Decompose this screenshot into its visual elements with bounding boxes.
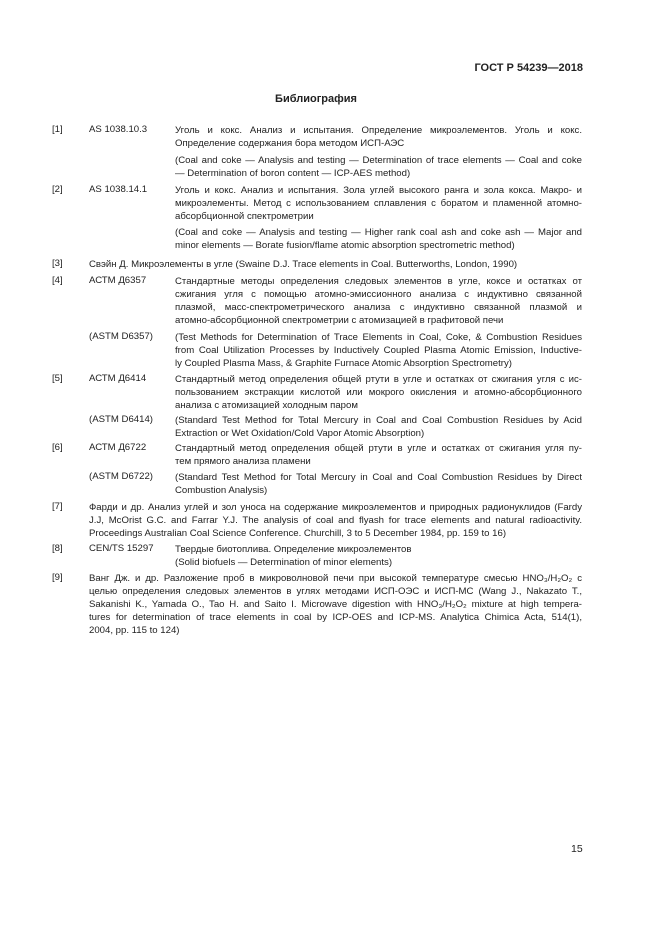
text-line: Ванг Дж. и др. Разложение проб в микроволновой печи при высокой температуре смесью HNO₃/H₂O₂ с	[89, 573, 582, 584]
entry-number: [4]	[52, 275, 63, 286]
entry-title-ru	[175, 184, 582, 223]
text-line: Sakanishi K., Yamada O., Tao H. and Saito I. Microwave digestion with HNO₃/H₂O₂ mixture at high tempera-	[89, 599, 582, 610]
entry-code: AS 1038.14.1	[89, 184, 148, 195]
entry-code-en: (ASTM D6357)	[89, 331, 153, 342]
text-line: пользованием экстракции кислотой или мокрого окисления и атомно-абсорбционного	[175, 387, 582, 398]
text-line: сжигания угля с помощью атомно-эмиссионного анализа с индуктивно связанной	[175, 289, 582, 300]
text-line: анализа с атомизацией холодным паром	[175, 400, 358, 411]
text-line: (Coal and coke — Analysis and testing — Higher rank coal ash and coke ash — Major and	[175, 227, 582, 238]
entry-title-ru	[175, 442, 582, 468]
entry-code: АСТМ Д6357	[89, 275, 147, 286]
text-line: атомно-абсорбционной спектрометрии с атомизацией в графитовой печи	[175, 315, 504, 326]
entry-text	[89, 258, 582, 271]
text-line: (Solid biofuels — Determination of minor elements)	[175, 557, 393, 568]
text-line: minor elements — Borate fusion/flame atomic absorption spectrometric method)	[175, 240, 515, 251]
entry-title	[175, 543, 582, 569]
entry-number: [2]	[52, 184, 63, 195]
entry-title-ru	[175, 124, 582, 150]
text-line: Уголь и кокс. Анализ и испытания. Зола углей высокого ранга и зола кокса. Макро- и	[175, 185, 582, 196]
entry-number: [8]	[52, 543, 63, 554]
entry-code: АСТМ Д6722	[89, 442, 147, 453]
entry-text	[89, 572, 582, 637]
entry-number: [6]	[52, 442, 63, 453]
text-line: Определение содержания бора методом ИСП-АЭС	[175, 138, 405, 149]
text-line: Твердые биотоплива. Определение микроэлементов	[175, 544, 412, 555]
text-line: Свэйн Д. Микроэлементы в угле (Swaine D.J. Trace elements in Coal. Butterworths, London, 1990)	[89, 259, 518, 270]
text-line: микроэлементы. Метод с использованием сплавления с боратом и пламенной атомно-	[175, 198, 582, 209]
text-line: Стандартный метод определения общей ртути в угле и остатках от сжигания угля с ис-	[175, 374, 582, 385]
text-line: целью определения следовых элементов в углях методами ИСП-ОЭС и ИСП-МС (Wang J., Nakazato T.,	[89, 586, 582, 597]
text-line: ly Coupled Plasma Mass, & Graphite Furnace Atomic Absorption Spectrometry)	[175, 358, 512, 369]
page-number: 15	[571, 843, 583, 855]
entry-title-en	[175, 414, 582, 440]
text-line: Proceedings Australian Coal Science Conference. Churchill, 3 to 5 December 1984, pp. 159 to 16)	[89, 528, 507, 539]
text-line: Стандартный метод определения общей ртути в угле и остатках от сжигания угля пу-	[175, 443, 582, 454]
text-line: Фарди и др. Анализ углей и зол уноса на содержание микроэлементов и природных радионуклидов (Fardy	[89, 502, 582, 513]
entry-code-en: (ASTM D6414)	[89, 414, 153, 425]
entry-code: AS 1038.10.3	[89, 124, 148, 135]
entry-title-en	[175, 331, 582, 370]
text-line: тем прямого анализа пламени	[175, 456, 311, 467]
entry-title-en	[175, 154, 582, 180]
entry-title-en	[175, 471, 582, 497]
entry-number: [5]	[52, 373, 63, 384]
text-line: Extraction or Wet Oxidation/Cold Vapor Atomic Absorption)	[175, 428, 425, 439]
text-line: (Test Methods for Determination of Trace Elements in Coal, Coke, & Combustion Residues	[175, 332, 582, 343]
text-line: (Standard Test Method for Total Mercury in Coal and Coal Combustion Residues by Direct	[175, 472, 582, 483]
text-line: (Coal and coke — Analysis and testing — Determination of trace elements — Coal and coke	[175, 155, 582, 166]
text-line: (Standard Test Method for Total Mercury in Coal and Coal Combustion Residues by Acid	[175, 415, 582, 426]
entry-number: [3]	[52, 258, 63, 269]
entry-code-en: (ASTM D6722)	[89, 471, 153, 482]
entry-number: [9]	[52, 572, 63, 583]
page-title: Библиография	[275, 93, 357, 105]
text-line: tures for determination of trace elements in coal by ICP-OES and ICP-MS. Analytica Chimica Acta, 514(1),	[89, 612, 582, 623]
text-line: from Coal Utilization Processes by Inductively Coupled Plasma Atomic Emission, Inductive-	[175, 345, 582, 356]
text-line: Стандартные методы определения следовых элементов в угле, коксе и остатках от	[175, 276, 582, 287]
entry-title-ru	[175, 275, 582, 327]
entry-code: CEN/TS 15297	[89, 543, 154, 554]
text-line: Combustion Analysis)	[175, 485, 268, 496]
text-line: — Determination of boron content — ICP-AES method)	[175, 168, 411, 179]
text-line: Уголь и кокс. Анализ и испытания. Определение микроэлементов. Уголь и кокс.	[175, 125, 582, 136]
entry-code: АСТМ Д6414	[89, 373, 147, 384]
text-line: абсорбционной спектрометрии	[175, 211, 314, 222]
text-line: плазмой, масс-спектрометрического анализа с индуктивно связанной плазмой и	[175, 302, 582, 313]
entry-text	[89, 501, 582, 540]
entry-number: [7]	[52, 501, 63, 512]
text-line: 2004, pp. 115 to 124)	[89, 625, 180, 636]
entry-title-en	[175, 226, 582, 252]
text-line: J.J, McOrist G.C. and Farrar Y.J. The analysis of coal and flyash for trace elements and natural radioactivity.	[89, 515, 582, 526]
entry-title-ru	[175, 373, 582, 412]
entry-number: [1]	[52, 124, 63, 135]
standard-designation: ГОСТ Р 54239—2018	[474, 62, 583, 74]
